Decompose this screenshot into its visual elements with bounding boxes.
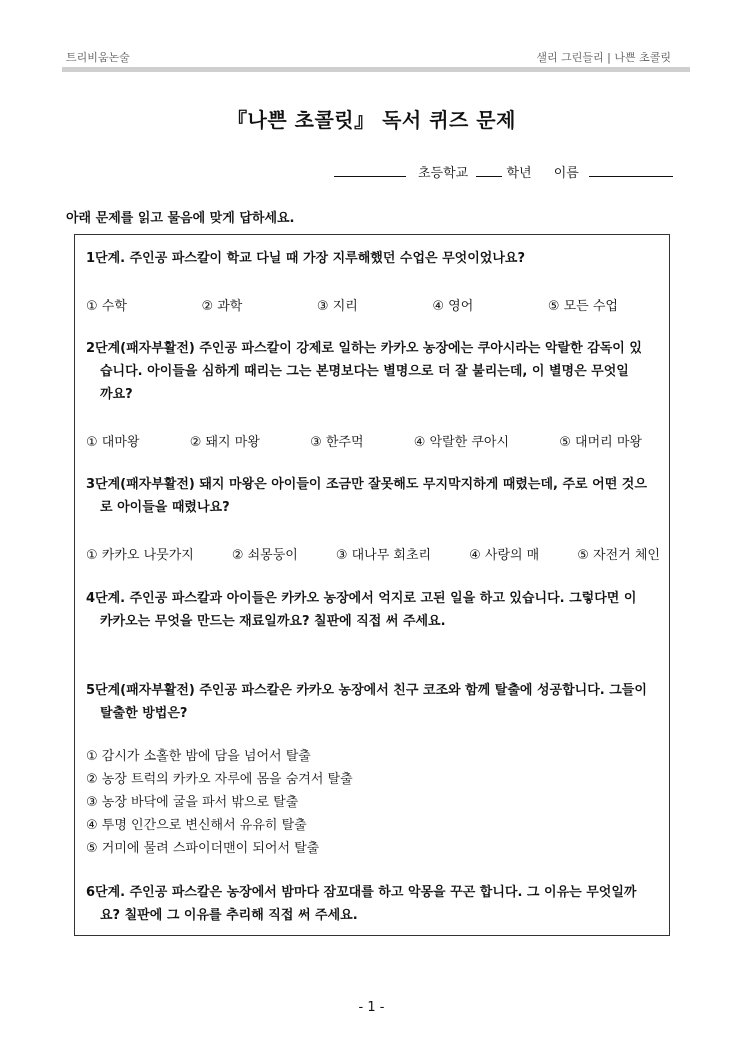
option[interactable]: ① 카카오 나뭇가지 — [86, 548, 194, 563]
option[interactable]: ⑤ 거미에 물려 스파이더맨이 되어서 탈출 — [86, 841, 320, 856]
option[interactable]: ② 과학 — [201, 299, 243, 314]
option[interactable]: ③ 대나무 회초리 — [335, 548, 432, 563]
option[interactable]: ③ 한주먹 — [310, 435, 364, 450]
option[interactable]: ④ 투명 인간으로 변신해서 유유히 탈출 — [86, 818, 307, 833]
question-3 — [86, 473, 666, 519]
page-number: - 1 - — [358, 1000, 385, 1015]
question-text: 1단계. 주인공 파스칼이 학교 다닐 때 가장 지루해했던 수업은 무엇이었나요? — [86, 251, 525, 266]
header-divider — [62, 67, 690, 72]
option[interactable]: ② 농장 트럭의 카카오 자루에 몸을 숨겨서 탈출 — [86, 772, 353, 787]
school-blank[interactable] — [334, 162, 406, 177]
name-line — [334, 162, 673, 181]
option[interactable]: ① 감시가 소홀한 밤에 담을 넘어서 탈출 — [86, 749, 311, 764]
option[interactable]: ① 수학 — [86, 299, 127, 314]
option[interactable]: ③ 농장 바닥에 굴을 파서 밖으로 탈출 — [86, 795, 299, 810]
option[interactable]: ② 쇠몽둥이 — [231, 548, 298, 563]
question-5 — [86, 679, 666, 725]
school-label: 초등학교 — [417, 166, 469, 181]
question-6 — [86, 881, 666, 927]
question-text: 까요? — [100, 387, 133, 402]
header-right-text: 샐리 그린들리 | 나쁜 초콜릿 — [536, 51, 671, 64]
question-text: 3단계(패자부활전) 돼지 마왕은 아이들이 조금만 잘못해도 무지막지하게 때렸는데, 주로 어떤 것으 — [86, 477, 647, 492]
option[interactable]: ④ 악랄한 쿠아시 — [413, 435, 510, 450]
name-blank[interactable] — [589, 162, 673, 177]
option[interactable]: ② 돼지 마왕 — [189, 435, 260, 450]
grade-blank[interactable] — [476, 162, 502, 177]
question-text: 로 아이들을 때렸나요? — [100, 500, 230, 515]
instruction: 아래 문제를 읽고 물음에 맞게 답하세요. — [66, 211, 295, 226]
question-text: 5단계(패자부활전) 주인공 파스칼은 카카오 농장에서 친구 코조와 함께 탈출에 성공합니다. 그들이 — [86, 683, 647, 698]
question-3-options — [86, 544, 660, 563]
question-text: 요? 칠판에 그 이유를 추리해 직접 써 주세요. — [100, 908, 358, 923]
option[interactable]: ⑤ 모든 수업 — [547, 299, 618, 314]
option[interactable]: ⑤ 대머리 마왕 — [559, 435, 642, 450]
option[interactable]: ① 대마왕 — [86, 435, 140, 450]
question-text: 습니다. 아이들을 심하게 때리는 그는 본명보다는 별명으로 더 잘 불리는데, 이 별명은 무엇일 — [100, 364, 629, 379]
question-text: 카카오는 무엇을 만드는 재료일까요? 칠판에 직접 써 주세요. — [100, 614, 446, 629]
option[interactable]: ③ 지리 — [316, 299, 358, 314]
question-text: 탈출한 방법은? — [100, 706, 188, 721]
option[interactable]: ④ 영어 — [432, 299, 474, 314]
page-title: 『나쁜 초콜릿』 독서 퀴즈 문제 — [227, 108, 516, 132]
header-left-text: 트리비움논술 — [66, 51, 130, 64]
question-1 — [86, 247, 666, 270]
question-1-options — [86, 295, 618, 314]
question-2-options — [86, 431, 642, 450]
question-5-options — [86, 745, 353, 860]
option[interactable]: ⑤ 자전거 체인 — [577, 548, 660, 563]
question-2 — [86, 337, 666, 406]
grade-label: 학년 — [506, 166, 532, 181]
question-text: 2단계(패자부활전) 주인공 파스칼이 강제로 일하는 카카오 농장에는 쿠아시라는 악랄한 감독이 있 — [86, 341, 642, 356]
option[interactable]: ④ 사랑의 매 — [469, 548, 540, 563]
question-text: 4단계. 주인공 파스칼과 아이들은 카카오 농장에서 억지로 고된 일을 하고 있습니다. 그렇다면 이 — [86, 591, 637, 606]
question-text: 6단계. 주인공 파스칼은 농장에서 밤마다 잠꼬대를 하고 악몽을 꾸곤 합니다. 그 이유는 무엇일까 — [86, 885, 637, 900]
question-4 — [86, 587, 666, 633]
name-label: 이름 — [553, 166, 579, 181]
